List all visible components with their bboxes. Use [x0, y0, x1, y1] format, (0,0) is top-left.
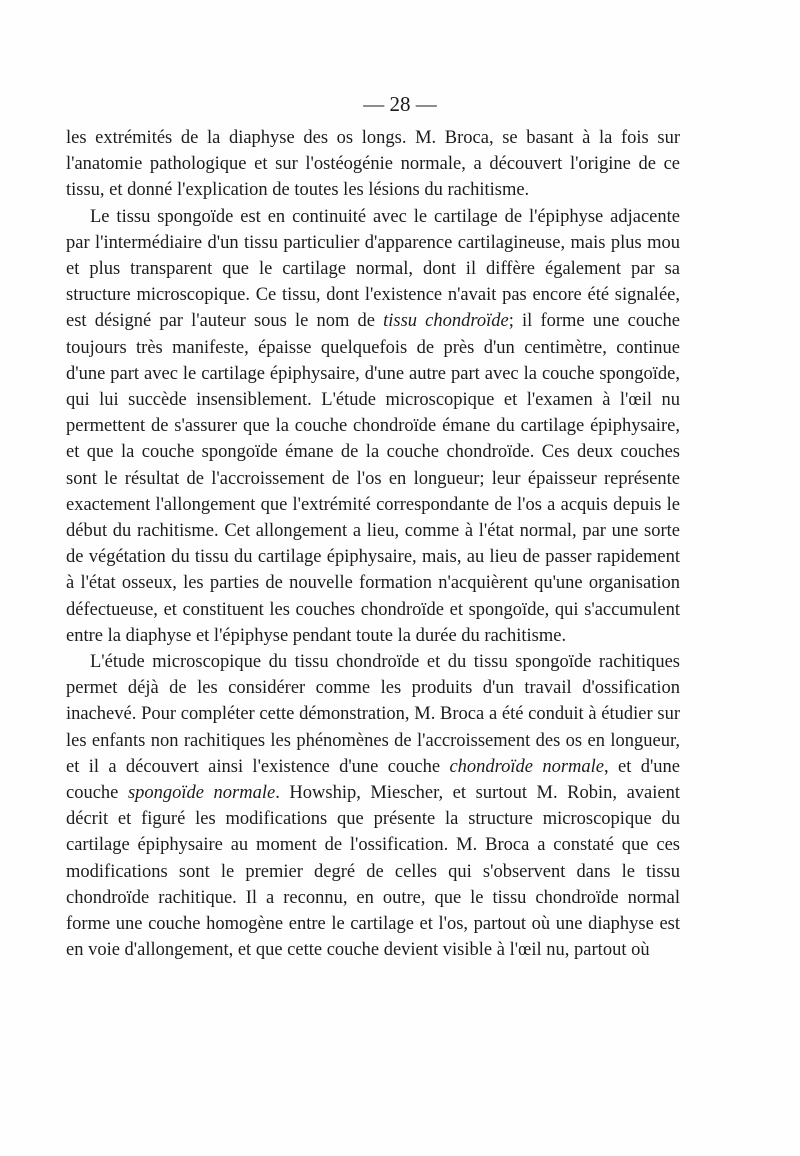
body-text [66, 125, 680, 964]
paragraph-text: ; il forme une couche toujours très manifeste, épaisse quelquefois de près d'un centimètre, continue d'une part avec le cartilage épiphysaire, d'une autre part avec la couche spongoïde, qui lui succède insensiblement. L'étude microscopique et l'examen à l'œil nu permettent de s'assurer que la couche chondroïde émane du cartilage épiphysaire, et que la couche spongoïde émane de la couche chondroïde. Ces deux couches sont le résultat de l'accroissement de l'os en longueur; leur épaisseur représente exactement l'allongement que l'extrémité correspondante de l'os a acquis depuis le début du rachitisme. Cet allongement a lieu, comme à l'état normal, par une sorte de végétation du tissu du cartilage épiphysaire, mais, au lieu de passer rapidement à l'état osseux, les parties de nouvelle formation n'acquièrent qu'une organisation défectueuse, et constituent les couches chondroïde et spongoïde, qui s'accumulent entre la diaphyse et l'épiphyse pendant toute la durée du rachitisme. [66, 311, 681, 646]
italic-term: spongoïde normale [127, 783, 276, 804]
paragraph-text: les extrémités de la diaphyse des os longs. M. Broca, se basant à la fois sur l'anatomie pathologique et sur l'ostéogénie normale, a découvert l'origine de ce tissu, et donné l'explication de toutes les lésions du rachitisme. [66, 128, 680, 201]
paragraph-text: L'étude microscopique du tissu chondroïde et du tissu spongoïde rachitiques permet déjà de les considérer comme les produits d'un travail d'ossification inachevé. Pour compléter cette démonstration, M. Broca a été conduit à étudier sur les enfants non rachitiques les phénomènes de l'accroissement des os en longueur, et il a découvert ainsi l'existence d'une couche [66, 652, 680, 777]
paragraph-text: . Howship, Miescher, et surtout M. Robin, avaient décrit et figuré les modifications que présente la structure microscopique du cartilage épiphysaire au moment de l'ossification. M. Broca a constaté que ces modifications sont le premier degré de celles qui s'observent dans le tissu chondroïde rachitique. Il a reconnu, en outre, que le tissu chondroïde normal forme une couche homogène entre le cartilage et l'os, partout où une diaphyse est en voie d'allongement, et que cette couche devient visible à l'œil nu, partout où [66, 783, 680, 961]
paragraph [66, 649, 680, 963]
paragraph-text: , et d'une couche [66, 756, 680, 804]
italic-term: chondroïde normale [449, 756, 605, 777]
italic-term: tissu chondroïde [383, 311, 509, 332]
paragraph [66, 125, 680, 204]
page-number: — 28 — [363, 92, 437, 116]
paragraph [66, 204, 680, 649]
paragraph-text: Le tissu spongoïde est en continuité avec le cartilage de l'épiphyse adjacente par l'intermédiaire d'un tissu particulier d'apparence cartilagineuse, mais plus mou et plus transparent que le cartilage normal, dont il diffère également par sa structure microscopique. Ce tissu, dont l'existence n'avait pas encore été signalée, est désigné par l'auteur sous le nom de [66, 206, 680, 332]
